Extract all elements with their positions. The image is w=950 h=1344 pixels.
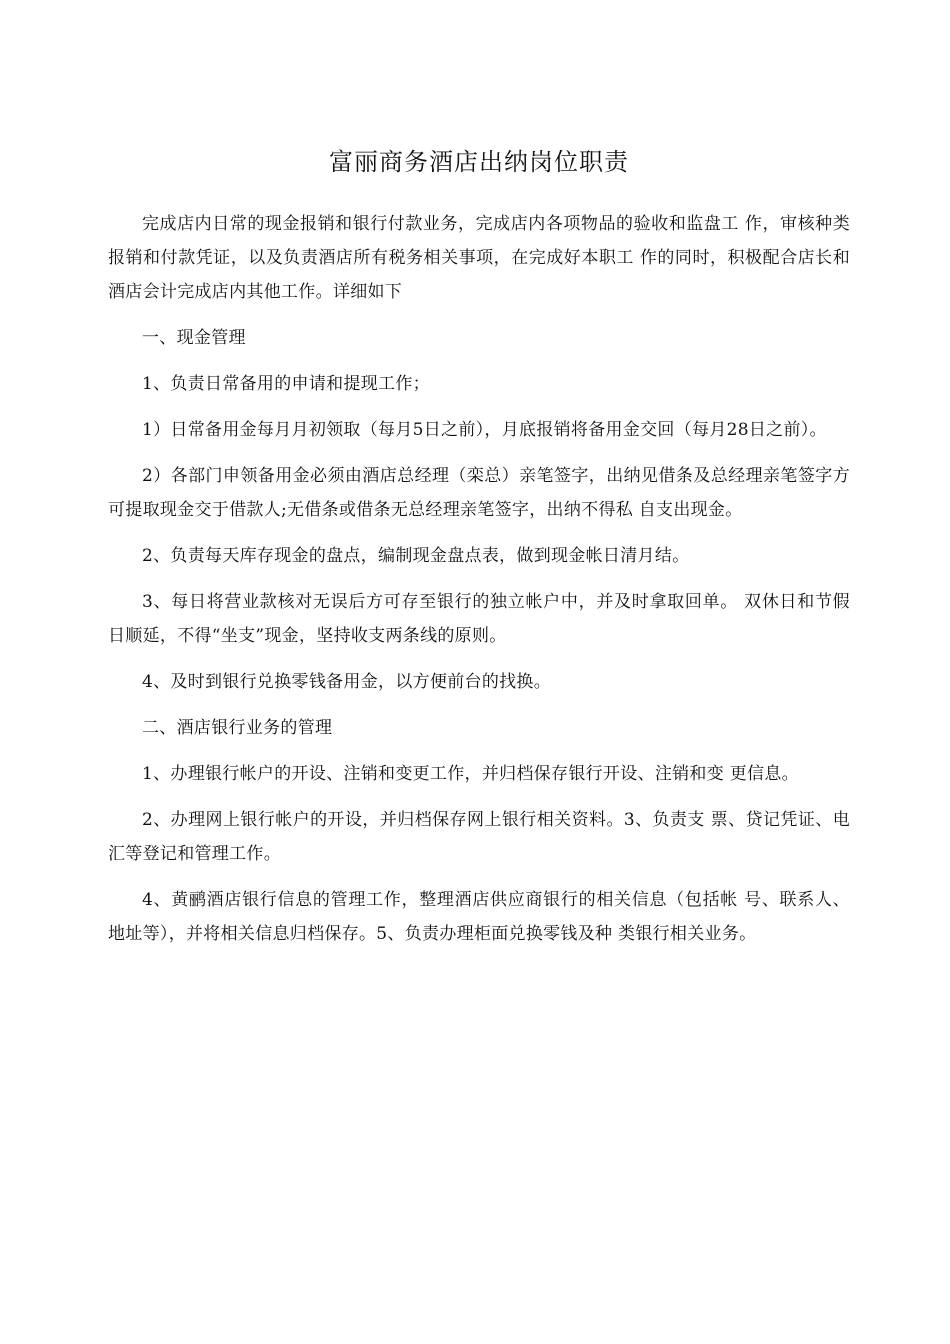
bank-item-4-5: 4、黄鹂酒店银行信息的管理工作，整理酒店供应商银行的相关信息（包括帐 号、联系人、地址等），并将相关信息归档保存。5、负责办理柜面兑换零钱及种 类银行相关业务。: [108, 890, 850, 944]
cash-item-4: 4、及时到银行兑换零钱备用金，以方便前台的找换。: [142, 672, 552, 692]
cash-item-3: 3、每日将营业款核对无误后方可存至银行的独立帐户中，并及时拿取回单。 双休日和节假日顺延，不得“坐支”现金，坚持收支两条线的原则。: [108, 592, 850, 646]
document-body: [108, 207, 850, 951]
cash-subitem-2: 2）各部门申领备用金必须由酒店总经理（栾总）亲笔签字，出纳见借条及总经理亲笔签字方可提取现金交于借款人;无借条或借条无总经理亲笔签字，出纳不得私 自支出现金。: [108, 466, 850, 520]
cash-subitem-1: 1）日常备用金每月月初领取（每月5日之前），月底报销将备用金交回（每月28日之前）。: [142, 420, 827, 440]
document-title: 富丽商务酒店出纳岗位职责: [329, 148, 629, 176]
bank-item-1: 1、办理银行帐户的开设、注销和变更工作，并归档保存银行开设、注销和变 更信息。: [142, 764, 799, 784]
bank-item-2-3: 2、办理网上银行帐户的开设，并归档保存网上银行相关资料。3、负责支 票、贷记凭证、电汇等登记和管理工作。: [108, 810, 850, 864]
cash-item-2: 2、负责每天库存现金的盘点，编制现金盘点表，做到现金帐日清月结。: [142, 546, 690, 566]
section-heading-cash: 一、现金管理: [142, 328, 246, 348]
intro-paragraph: 完成店内日常的现金报销和银行付款业务，完成店内各项物品的验收和监盘工 作，审核种类报销和付款凭证，以及负责酒店所有税务相关事项，在完成好本职工 作的同时，积极配合店长和酒店会计完成店内其他工作。详细如下: [108, 214, 850, 302]
section-heading-bank: 二、酒店银行业务的管理: [142, 718, 333, 738]
cash-item-1: 1、负责日常备用的申请和提现工作；: [142, 374, 430, 394]
